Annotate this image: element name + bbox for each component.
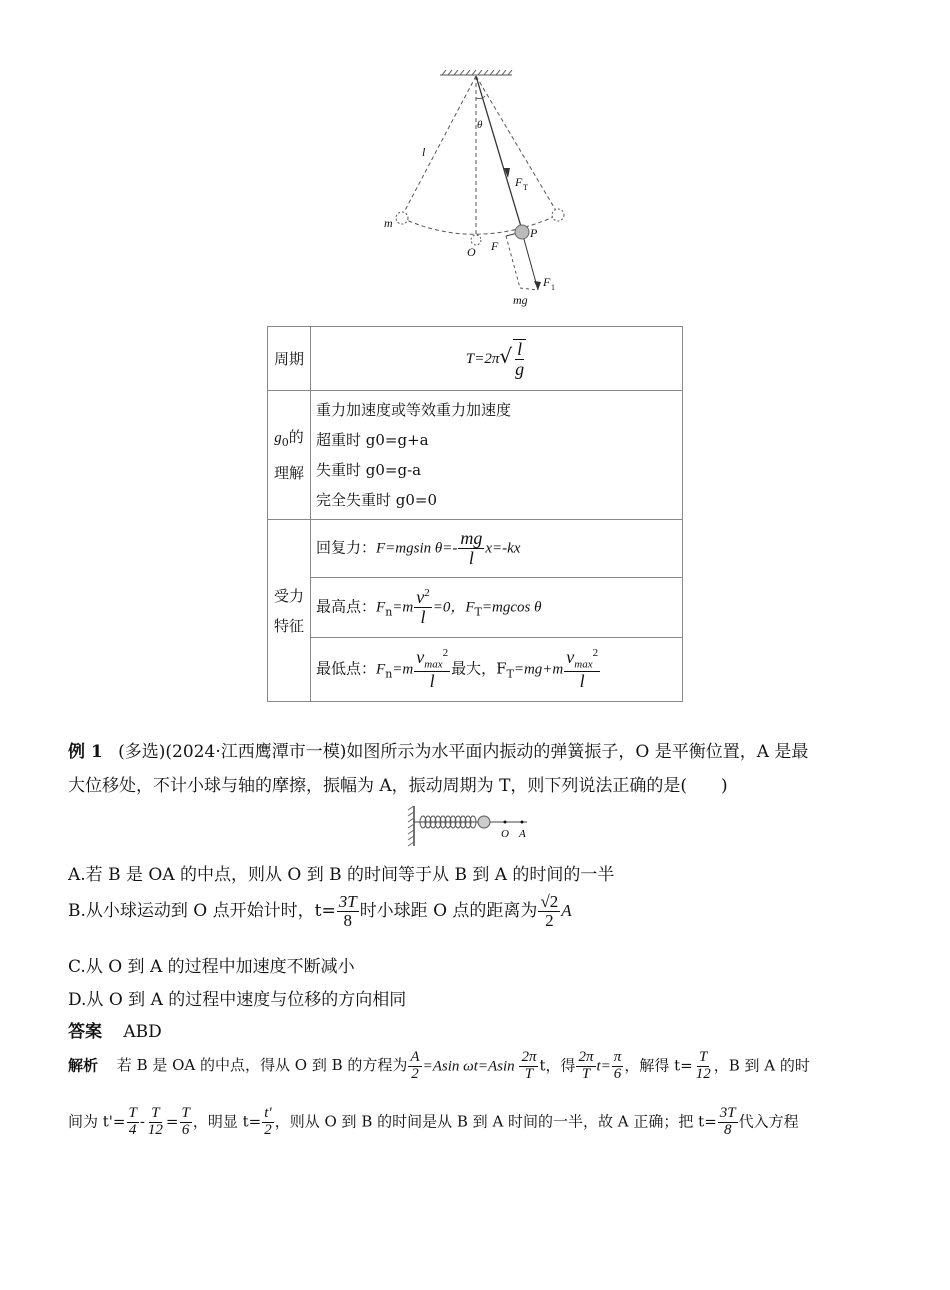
g0-label-text: 的理解 [273,428,304,482]
lowest-num-2-sup: 2 [592,646,599,659]
string-line [476,76,522,230]
right-string [476,76,558,214]
right-bob [552,209,564,221]
restoring-num: mg [460,528,483,549]
label-l: l [422,145,426,159]
analysis-2-frac-5 [718,1106,738,1139]
a1-f3n: 2π [578,1049,594,1065]
period-formula [311,327,683,391]
pendulum-properties-table [267,326,683,702]
a1-f2d: T [524,1065,534,1082]
lowest-num-1-sup: 2 [442,646,449,659]
option-b-den: 8 [343,910,352,930]
lowest-eq: =m [392,661,414,678]
analysis-1-p6: ，B 到 A 的时 [713,1056,810,1075]
restoring-force [311,520,683,578]
highest-den: l [420,607,426,627]
analysis-1-p2: =Asin ωt=Asin [422,1058,519,1075]
oscillator-ball [478,816,490,828]
example-intro-2: 大位移处，不计小球与轴的摩擦，振幅为 A，振动周期为 T，则下列说法正确的是( ) [68,776,728,796]
g0-label-sub: 0 [281,436,289,449]
lowest-row [268,638,683,702]
highest-num: v [416,587,425,608]
a2-f1d: 4 [128,1121,137,1138]
option-b-den2: 2 [545,910,554,930]
analysis-2-frac-4 [262,1106,274,1139]
option-b [68,893,888,930]
a2-f2n: T [151,1105,160,1121]
lowest-fraction-2 [564,648,600,691]
restoring-row [268,520,683,578]
restoring-expr: F=mgsin θ=- [376,540,458,557]
period-num: l [517,338,523,359]
period-lhs: T=2π [465,350,500,367]
g0-row [268,391,683,520]
option-c: C.从 O 到 A 的过程中加速度不断减小 [68,957,355,977]
analysis-1-frac-3 [576,1050,595,1083]
analysis-label: 解析 [68,1056,99,1075]
lowest-num-2-sub: max [574,658,593,671]
label-p: P [530,226,538,240]
example-line-1 [68,737,888,762]
force-label: 受力特征 [268,520,311,702]
analysis-2-frac-1 [127,1106,139,1139]
a1-f2n: 2π [521,1049,537,1065]
highest-eq: =m [392,599,414,616]
analysis-2-frac-2 [146,1106,165,1139]
highest-fn: F [376,599,386,616]
option-b-frac-1 [337,893,359,930]
analysis-1-p3: t，得 [539,1056,576,1075]
analysis-2-p6: 代入方程 [738,1112,799,1131]
g0-line-3: 失重时 g0=g-a [316,461,422,479]
pendulum-diagram [370,70,590,310]
a2-f5d: 8 [723,1121,732,1138]
example-title: 例 1 [68,742,103,762]
analysis-2-p1: 间为 t'= [68,1112,126,1131]
analysis-line-2 [68,1106,888,1139]
highest-fraction [414,588,432,627]
lowest-point [311,638,683,702]
analysis-1-frac-4 [612,1050,624,1083]
analysis-2-p2: - [139,1112,145,1131]
g0-line-2: 超重时 g0=g+a [316,431,429,449]
option-b-num2: √2 [540,892,559,911]
theta-arc [476,96,485,99]
a1-f4d: 6 [613,1065,622,1082]
ceiling-hatch [442,70,512,75]
analysis-2-p3: = [165,1112,179,1131]
lowest-den-1: l [429,671,435,692]
a2-f1n: T [128,1105,137,1121]
example-intro-1: (多选)(2024·江西鹰潭市一模)如图所示为水平面内振动的弹簧振子，O 是平衡位置，A 是最 [118,742,809,762]
label-theta: θ [477,119,483,131]
a2-f3d: 6 [181,1121,190,1138]
period-label: 周期 [268,327,311,391]
highest-ft-expr: =mgcos θ [481,599,542,616]
a1-f5d: 12 [695,1065,711,1082]
option-b-post: A [561,900,572,920]
g0-label-g: g [274,430,282,446]
option-d: D.从 O 到 A 的过程中速度与位移的方向相同 [68,990,407,1010]
option-b-num: 3T [338,892,357,911]
highest-row [268,578,683,638]
label-ft: F [515,175,523,189]
ball-p [515,225,529,239]
lowest-prefix: 最低点： [316,659,377,678]
period-den: g [515,358,525,379]
a1-f4n: π [613,1049,622,1065]
left-string [402,76,476,216]
a1-f1d: 2 [411,1065,419,1082]
option-b-mid: 时小球距 O 点的距离为 [359,900,538,921]
a1-f5n: T [699,1049,708,1065]
restoring-den: l [468,548,474,568]
point-o [504,821,507,824]
highest-num-sup: 2 [424,587,430,600]
a2-f4d: 2 [264,1121,272,1138]
analysis-1-p4: t= [596,1058,611,1075]
answer-label: 答案 [68,1022,102,1042]
a1-f1n: A [410,1049,420,1065]
spring-label-a: A [519,828,526,840]
lowest-fraction-1 [414,648,450,691]
restoring-fraction [458,529,484,568]
analysis-1-p5: ，解得 t= [624,1056,693,1075]
bottom-bob [471,235,481,245]
helper-line [506,236,520,288]
g0-line-4: 完全失重时 g0=0 [316,491,438,509]
a2-f5n: 3T [719,1105,736,1121]
arrowhead [534,281,541,290]
lowest-ft-sub: T [506,667,514,681]
lowest-fn-sub: n [385,667,393,681]
analysis-2-p4: ，明显 t= [192,1112,262,1131]
option-b-pre: B.从小球运动到 O 点开始计时，t= [68,900,336,921]
point-a [521,821,524,824]
f1-dash [520,288,538,290]
lowest-den-2: l [579,671,585,692]
sqrt-symbol: √ [499,343,513,368]
label-o: O [467,245,476,259]
option-a: A.若 B 是 OA 的中点，则从 O 到 B 的时间等于从 B 到 A 的时间的一半 [68,865,615,885]
label-f1-sub: 1 [551,283,555,292]
restoring-prefix: 回复力： [316,538,377,557]
a2-f3n: T [181,1105,190,1121]
analysis-2-frac-3 [180,1106,192,1139]
spring-label-o: O [501,828,509,840]
period-row [268,327,683,391]
highest-ft-sub: T [474,605,482,619]
analysis-1-frac-1 [408,1050,421,1083]
a2-f4n: t' [264,1105,272,1121]
analysis-1-p1: 若 B 是 OA 的中点，得从 O 到 B 的方程为 [116,1056,408,1075]
lowest-num-2: v [566,646,575,667]
analysis-1-frac-5 [694,1050,713,1083]
answer-value: ABD [123,1022,162,1042]
left-bob [396,212,408,224]
g0-label [268,391,311,520]
lowest-num-1-sub: max [424,658,443,671]
highest-prefix: 最高点： [316,597,377,616]
spring-diagram [405,806,535,848]
analysis-line-1 [68,1050,888,1083]
period-fraction [513,339,526,379]
lowest-num-1: v [416,646,425,667]
label-f: F [491,239,499,253]
analysis-2-p5: ，则从 O 到 B 的时间是从 B 到 A 时间的一半，故 A 正确；把 t= [274,1112,717,1131]
analysis-1-frac-2 [519,1050,538,1083]
lowest-ft-expr: =mg+m [513,661,564,678]
g0-content [311,391,683,520]
label-f1: F [543,275,551,289]
lowest-fn: F [376,661,386,678]
highest-point [311,578,683,638]
wall-hatch [408,806,414,846]
label-m: m [384,216,393,230]
highest-fn-sub: n [385,605,393,619]
restoring-suffix: x=-kx [485,540,521,557]
label-mg: mg [513,293,528,307]
label-ft-sub: T [523,183,528,192]
g0-line-1: 重力加速度或等效重力加速度 [316,401,512,419]
a1-f3d: T [581,1065,591,1082]
highest-ft: =0，F [432,599,475,616]
answer-line [68,1017,888,1042]
lowest-ft: 最大，F [451,659,507,678]
a2-f2d: 12 [147,1121,163,1138]
option-b-frac-2 [538,893,560,930]
